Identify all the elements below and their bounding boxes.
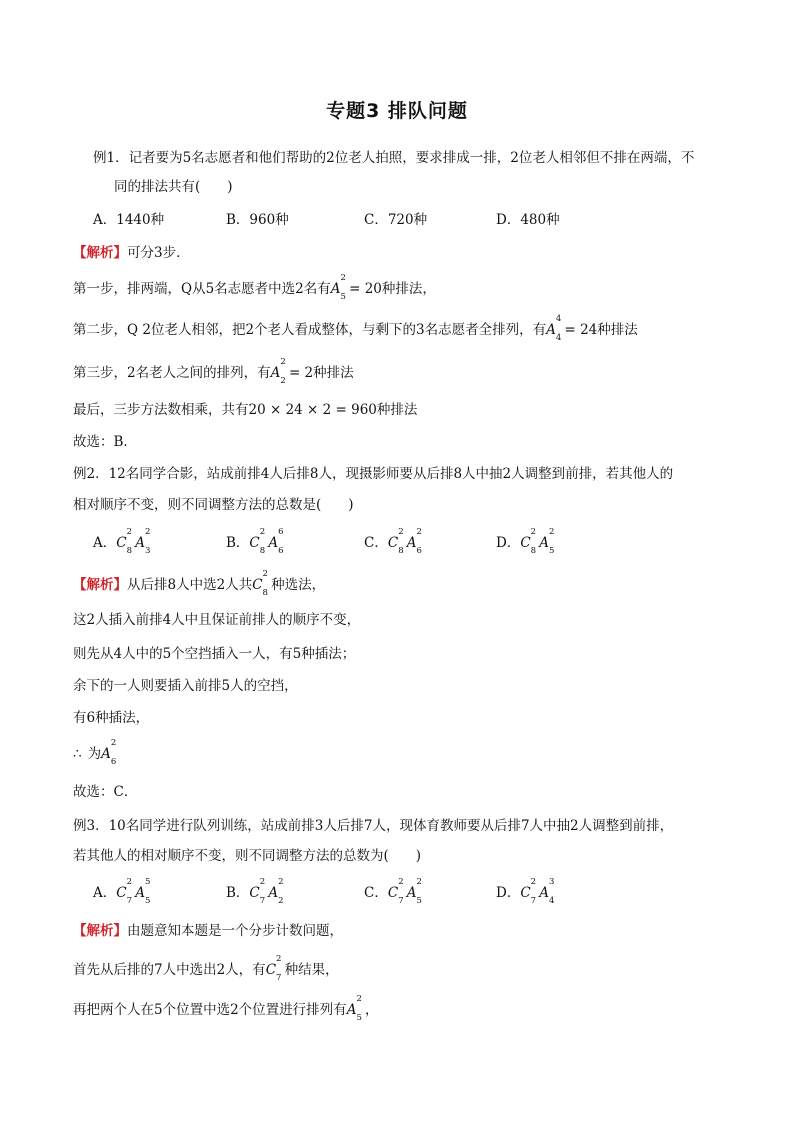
- ex2-question-line2: 相对顺序不变，则不同调整方法的总数是( ): [73, 497, 354, 513]
- ex2-solution-intro: 【解析】从后排8人中选2人共C 2 8 种选法，: [73, 569, 326, 598]
- ex3-step1: 首先从后排的7人中选出2人，有C 2 7 种结果，: [73, 954, 339, 983]
- ex1-step3: 第三步，2名老人之间的排列，有A 2 2 = 2种排法: [73, 357, 354, 386]
- ex3-step2: 再把两个人在5个位置中选2个位置进行排列有A 2 5 ，: [73, 994, 379, 1023]
- ex2-option-a: A．C 2 8 A 2 3: [93, 527, 151, 556]
- ex1-step2: 第二步，Q 2位老人相邻，把2个老人看成整体，与剩下的3名志愿者全排列，有A 4 4 = 24种排法: [73, 314, 638, 343]
- ex1-step4: 最后，三步方法数相乘，共有20 × 24 × 2 = 960种排法: [73, 402, 418, 418]
- ex3-option-d: D．C 2 7 A 3 4: [496, 877, 555, 906]
- analysis-tag: 【解析】: [73, 923, 127, 939]
- ex1-question-line2: 同的排法共有( ): [114, 179, 233, 195]
- analysis-tag: 【解析】: [73, 577, 127, 593]
- ex2-question-line1: 例2．12名同学合影，站成前排4人后排8人，现摄影师要从后排8人中抽2人调整到前排，若其他人的: [73, 466, 674, 482]
- ex3-option-c: C．C 2 7 A 2 5: [364, 877, 422, 906]
- ex2-option-d: D．C 2 8 A 2 5: [496, 527, 555, 556]
- ex3-option-a: A．C 2 7 A 5 5: [93, 877, 151, 906]
- ex2-step5: ∴ 为A 2 6: [73, 738, 117, 767]
- ex3-question-line1: 例3．10名同学进行队列训练，站成前排3人后排7人，现体育教师要从后排7人中抽2人调整到前排，: [73, 818, 674, 834]
- ex1-option-b: B．960种: [226, 212, 289, 228]
- ex1-option-a: A．1440种: [93, 212, 165, 228]
- ex2-step4: 有6种插法，: [73, 710, 150, 726]
- ex2-step3: 余下的一人则要插入前排5人的空挡，: [73, 678, 298, 694]
- ex1-answer: 故选：B．: [73, 434, 137, 450]
- ex2-step2: 则先从4人中的5个空挡插入一人，有5种插法；: [73, 646, 356, 662]
- ex1-solution-intro: [73, 241, 190, 261]
- ex2-answer: 故选：C．: [73, 784, 138, 800]
- page-title: 专题3 排队问题: [326, 100, 468, 122]
- ex3-option-b: B．C 2 7 A 2 2: [226, 877, 284, 906]
- ex1-option-c: C．720种: [364, 212, 428, 228]
- ex1-question-line1: 例1．记者要为5名志愿者和他们帮助的2位老人拍照，要求排成一排，2位老人相邻但不排在两端，不: [93, 150, 695, 166]
- ex3-solution-intro: 【解析】由题意知本题是一个分步计数问题，: [73, 923, 343, 939]
- therefore-symbol: ∴: [73, 746, 82, 762]
- ex3-question-line2: 若其他人的相对顺序不变，则不同调整方法的总数为( ): [73, 848, 422, 864]
- ex2-option-b: B．C 2 8 A 6 6: [226, 527, 284, 556]
- ex2-step1: 这2人插入前排4人中且保证前排人的顺序不变，: [73, 612, 361, 628]
- analysis-tag: 【解析】: [73, 245, 127, 261]
- ex2-option-c: C．C 2 8 A 2 6: [364, 527, 422, 556]
- ex1-step1: 第一步，排两端，Q从5名志愿者中选2名有A 2 5 = 20种排法，: [73, 273, 436, 302]
- ex1-option-d: D．480种: [496, 212, 560, 228]
- ex1-step0: 可分3步．: [127, 245, 190, 261]
